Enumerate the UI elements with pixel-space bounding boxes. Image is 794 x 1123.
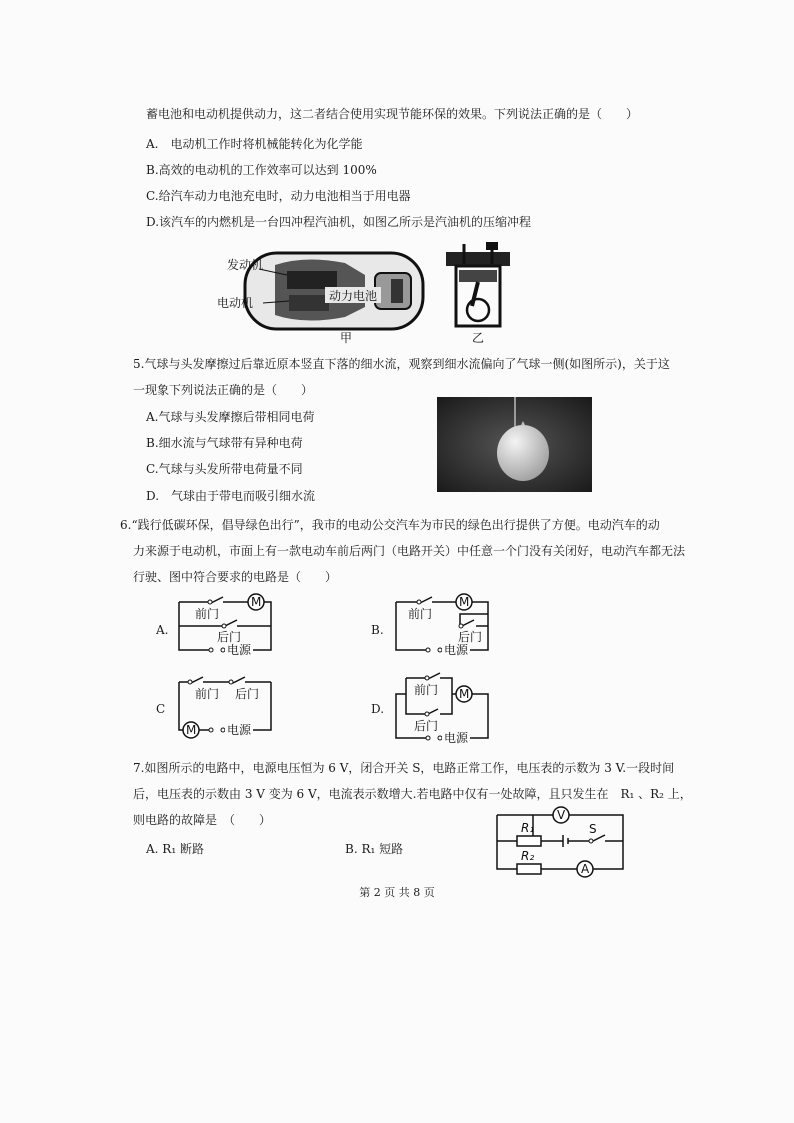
car-figure	[215, 245, 430, 345]
front-door-label: 前门	[414, 683, 439, 697]
circuit-c	[175, 672, 275, 742]
front-door-label: 前门	[408, 607, 433, 621]
q4-option-b: B.高效的电动机的工作效率可以达到 100%	[146, 163, 377, 177]
engine-cylinder-figure	[440, 240, 520, 345]
rear-door-label: 后门	[235, 687, 260, 701]
q7-stem-line3: 则电路的故障是 （ ）	[133, 813, 272, 827]
q5-option-c: C.气球与头发所带电荷量不同	[146, 462, 303, 476]
q5-stem-line2: 一现象下列说法正确的是（ ）	[133, 383, 314, 397]
power-source-label: 电源	[227, 643, 252, 657]
page-footer: 第 2 页 共 8 页	[359, 886, 435, 899]
motor-block	[289, 295, 329, 311]
q7-stem-line2: 后，电压表的示数由 3 V 变为 6 V，电流表示数增大.若电路中仅有一处故障，且只发生在 R₁ 、R₂ 上，	[133, 787, 692, 801]
front-door-label: 前门	[195, 607, 220, 621]
circuit-a	[175, 592, 275, 658]
rear-door-label: 后门	[458, 630, 483, 644]
cylinder-head	[446, 252, 510, 266]
rear-door-label: 后门	[217, 630, 242, 644]
power-source-label: 电源	[444, 731, 469, 745]
caption-yi: 乙	[472, 331, 485, 345]
q6-option-c-letter: C	[156, 702, 166, 716]
battery-label: 动力电池	[329, 289, 378, 303]
q7-circuit	[493, 803, 628, 878]
caption-jia: 甲	[340, 331, 353, 345]
svg-text:A: A	[581, 862, 590, 876]
crankshaft	[467, 299, 489, 321]
q5-option-b: B.细水流与气球带有异种电荷	[146, 436, 303, 450]
q5-option-d: D. 气球由于带电而吸引细水流	[146, 489, 316, 503]
q4-stem: 蓄电池和电动机提供动力，这二者结合使用实现节能环保的效果。下列说法正确的是（ ）	[146, 107, 639, 121]
svg-text:M: M	[459, 595, 470, 609]
svg-text:M: M	[251, 595, 262, 609]
connecting-rod	[472, 282, 478, 306]
resistor-r1	[517, 836, 541, 846]
engine-label: 发动机	[227, 258, 264, 272]
q6-option-b-letter: B.	[371, 623, 384, 637]
q7-option-a: A. R₁ 断路	[146, 842, 204, 856]
balloon-photo	[437, 397, 592, 492]
switch-label: S	[589, 822, 597, 836]
piston	[459, 270, 497, 282]
r2-label: R₂	[521, 849, 535, 863]
q6-stem-line1: 6.“践行低碳环保，倡导绿色出行”，我市的电动公交汽车为市民的绿色出行提供了方便。电动汽车的动	[120, 518, 660, 532]
circuit-d	[392, 668, 492, 748]
q6-option-d-letter: D.	[371, 702, 385, 716]
svg-text:V: V	[557, 808, 566, 822]
q5-option-a: A.气球与头发摩擦后带相同电荷	[146, 410, 315, 424]
q4-option-a: A. 电动机工作时将机械能转化为化学能	[146, 137, 363, 151]
q6-option-a-letter: A.	[156, 623, 169, 637]
svg-text:M: M	[186, 723, 197, 737]
front-door-label: 前门	[195, 687, 220, 701]
circuit-b	[392, 592, 492, 658]
svg-text:M: M	[459, 687, 470, 701]
q7-option-b: B. R₁ 短路	[345, 842, 404, 856]
r1-label: R₁	[521, 821, 535, 835]
engine-block	[287, 271, 337, 289]
q5-stem-line1: 5.气球与头发摩擦过后靠近原本竖直下落的细水流，观察到细水流偏向了气球一侧(如图所示)，关于这	[133, 357, 670, 371]
motor-label: 电动机	[217, 296, 254, 310]
q6-stem-line3: 行驶、图中符合要求的电路是（ ）	[133, 570, 338, 584]
balloon	[497, 425, 549, 481]
resistor-r2	[517, 864, 541, 874]
power-source-label: 电源	[227, 723, 252, 737]
q7-stem-line1: 7.如图所示的电路中，电源电压恒为 6 V，闭合开关 S，电路正常工作，电压表的示数为 3 V.一段时间	[133, 761, 675, 775]
q4-option-c: C.给汽车动力电池充电时，动力电池相当于用电器	[146, 189, 411, 203]
rear-door-label: 后门	[414, 719, 439, 733]
q6-stem-line2: 力来源于电动机，市面上有一款电动车前后两门（电路开关）中任意一个门没有关闭好，电动汽车都无法	[133, 544, 686, 558]
q4-option-d: D.该汽车的内燃机是一台四冲程汽油机，如图乙所示是汽油机的压缩冲程	[146, 215, 532, 229]
power-source-label: 电源	[444, 643, 469, 657]
